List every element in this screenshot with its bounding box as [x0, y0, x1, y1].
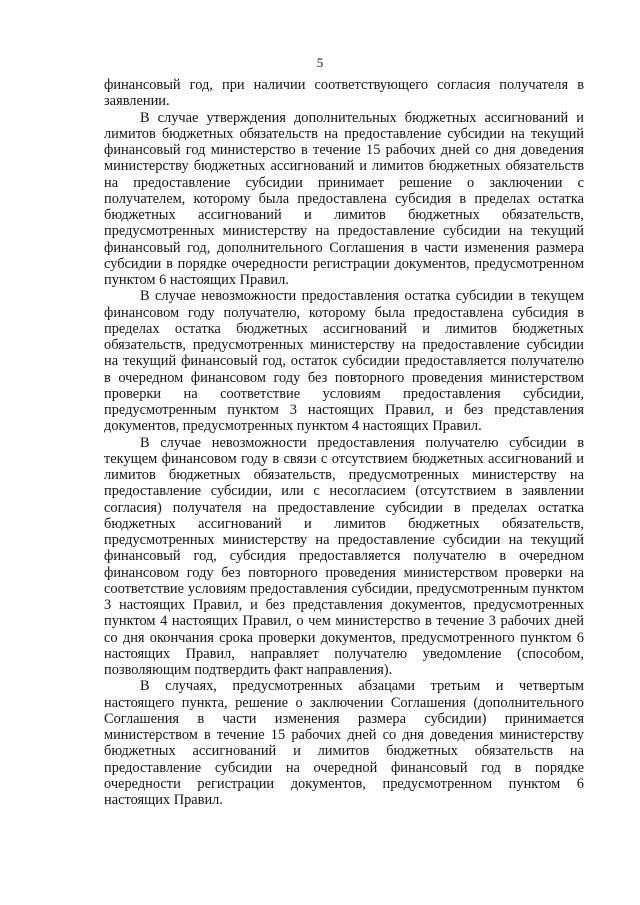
- text-line: субсидии в порядке очередности регистрации документов, предусмотренном: [104, 255, 584, 272]
- text-line: В случае невозможности предоставления получателю субсидии в: [140, 434, 584, 451]
- text-line: финансовый год министерство в течение 15 рабочих дней со дня доведения: [104, 142, 584, 158]
- text-line: министерством в течение 15 рабочих дней со дня доведения министерству: [104, 727, 584, 743]
- text-line: получателем, которому была предоставлена субсидия в пределах остатка: [104, 190, 584, 207]
- text-line: бюджетных ассигнований и лимитов бюджетных обязательств,: [104, 515, 584, 532]
- paragraph: [104, 110, 584, 289]
- text-line: на предоставление субсидии принимает решение о заключении с: [104, 174, 584, 191]
- text-line: предоставление субсидии на очередной финансовый год в порядке: [104, 759, 584, 776]
- text-line: финансовый год, при наличии соответствующего согласия получателя в: [104, 77, 584, 93]
- text-line: финансовый год, дополнительного Соглашения в части изменения размера: [104, 239, 584, 256]
- text-line: заявлении.: [104, 93, 170, 110]
- text-line: финансовый год, субсидия предоставляется получателю в очередном: [104, 548, 584, 565]
- text-line: В случае невозможности предоставления остатка субсидии в текущем: [140, 288, 584, 305]
- paragraph: [104, 288, 584, 434]
- text-line: на текущий финансовый год, остаток субсидии предоставляется получателю: [104, 353, 584, 370]
- text-line: документов, предусмотренных пунктом 4 настоящих Правил.: [104, 418, 482, 435]
- text-line: пунктом 6 настоящих Правил.: [104, 272, 289, 288]
- text-line: согласия) получателя на предоставление субсидии в пределах остатка: [104, 499, 584, 516]
- text-line: в очередном финансовом году без повторного проведения министерством: [104, 369, 584, 386]
- text-line: финансовом году получателю, которому была предоставлена субсидия в: [104, 304, 584, 321]
- text-line: настоящего пункта, решение о заключении Соглашения (дополнительного: [104, 694, 584, 711]
- text-line: обязательств, предусмотренных министерству на предоставление субсидии: [104, 337, 584, 353]
- text-line: предусмотренных министерству на предоставление субсидии на текущий: [104, 532, 584, 548]
- text-line: предоставление субсидии, или с несогласием (отсутствием в заявлении: [104, 483, 584, 500]
- text-line: бюджетных ассигнований и лимитов бюджетных обязательств на: [104, 743, 584, 760]
- text-line: настоящих Правил, направляет получателю уведомление (способом,: [104, 645, 584, 662]
- text-line: позволяющим подтвердить факт направления).: [104, 662, 393, 678]
- text-line: пределах остатка бюджетных ассигнований и лимитов бюджетных: [104, 320, 584, 337]
- text-line: лимитов бюджетных обязательств на предоставление субсидии на текущий: [104, 125, 584, 142]
- text-line: лимитов бюджетных обязательств, предусмотренных министерству на: [104, 467, 584, 483]
- text-line: финансовом году без повторного проведения министерством проверки на: [104, 564, 584, 581]
- text-line: со дня окончания срока проверки документов, предусмотренного пунктом 6: [104, 629, 584, 646]
- text-line: 3 настоящих Правил, и без представления документов, предусмотренных: [104, 597, 584, 613]
- text-line: бюджетных ассигнований и лимитов бюджетных обязательств,: [104, 207, 584, 223]
- paragraph: [104, 678, 584, 808]
- text-line: предусмотренных министерству на предоставление субсидии на текущий: [104, 223, 584, 240]
- text-line: В случае утверждения дополнительных бюджетных ассигнований и: [140, 109, 584, 126]
- text-line: соответствие условиям предоставления субсидии, предусмотренным пунктом: [104, 580, 584, 597]
- text-line: настоящих Правил.: [104, 792, 223, 808]
- text-line: Соглашения в части изменения размера субсидии) принимается: [104, 710, 584, 727]
- text-line: текущем финансовом году в связи с отсутствием бюджетных ассигнований и: [104, 450, 584, 467]
- text-line: министерству бюджетных ассигнований и лимитов бюджетных обязательств: [104, 158, 584, 175]
- document-body: [104, 77, 584, 808]
- text-line: очередности регистрации документов, предусмотренном пунктом 6: [104, 775, 584, 792]
- page-number: 5: [316, 55, 324, 70]
- text-line: проверки на соответствие условиям предоставления субсидии,: [104, 385, 584, 402]
- paragraph: [104, 77, 584, 110]
- text-line: предусмотренным пунктом 3 настоящих Правил, и без представления: [104, 402, 584, 418]
- text-line: В случаях, предусмотренных абзацами третьим и четвертым: [140, 678, 584, 695]
- text-line: пунктом 4 настоящих Правил, о чем министерство в течение 3 рабочих дней: [104, 613, 584, 630]
- paragraph: [104, 435, 584, 679]
